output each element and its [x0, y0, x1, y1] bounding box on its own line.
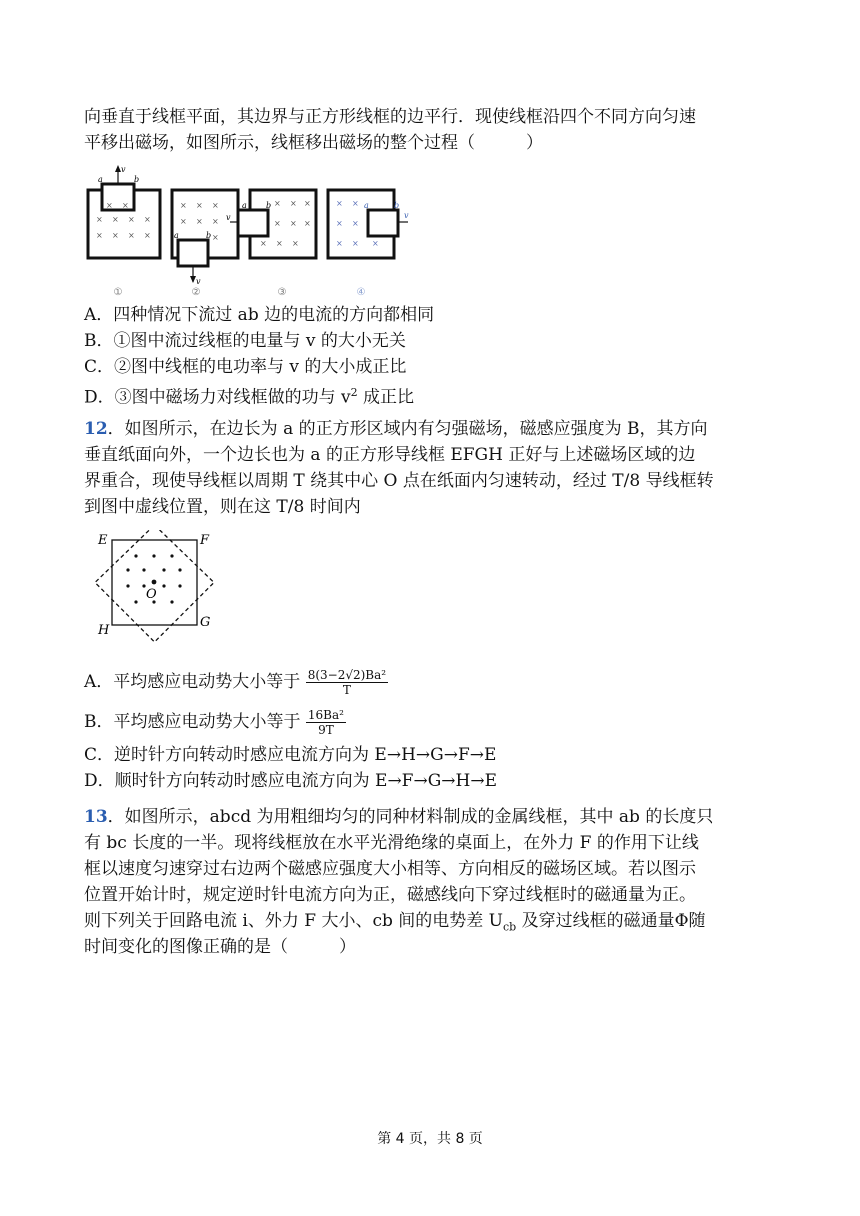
q12-option-a-fraction: [306, 668, 388, 697]
figure1-caption-4: ④: [356, 287, 366, 298]
svg-text:×: ×: [112, 215, 119, 224]
q12-option-b: [84, 704, 346, 740]
svg-text:×: ×: [180, 217, 187, 226]
q11-option-d-prefix: D．③图中磁场力对线框做的功与 v: [84, 387, 351, 408]
figure1-label-b1: b: [134, 175, 140, 184]
q12-label-g: G: [200, 615, 211, 630]
svg-text:×: ×: [336, 239, 343, 248]
svg-text:×: ×: [352, 199, 359, 208]
figure1-caption-2: ②: [191, 287, 201, 298]
svg-text:×: ×: [212, 201, 219, 210]
svg-text:×: ×: [180, 201, 187, 210]
svg-text:×: ×: [290, 219, 297, 228]
q12-stem: [84, 416, 804, 520]
q13-line-5-text: 则下列关于回路电流 i、外力 F 大小、cb 间的电势差 U: [84, 911, 503, 931]
figure1-caption-3: ③: [277, 287, 287, 298]
svg-text:×: ×: [352, 239, 359, 248]
svg-text:×: ×: [274, 199, 281, 208]
q11-stem: [84, 104, 804, 156]
q13-line-5-rest: 及穿过线框的磁通量Φ随: [516, 911, 706, 931]
figure1-label-a4: a: [364, 201, 369, 210]
q11-option-b: B．①图中流过线框的电量与 v 的大小无关: [84, 331, 406, 351]
figure1-label-b2: b: [206, 231, 212, 240]
q11-stem-line-2: 平移出磁场，如图所示，线框移出磁场的整个过程（ ）: [84, 133, 543, 153]
q11-option-d-suffix: 成正比: [357, 387, 415, 408]
svg-text:×: ×: [274, 219, 281, 228]
q13-line-2: 有 bc 长度的一半。现将线框放在水平光滑绝缘的桌面上，在外力 F 的作用下让线: [84, 833, 699, 853]
svg-text:×: ×: [352, 219, 359, 228]
svg-text:×: ×: [276, 239, 283, 248]
figure1-label-v4: v: [404, 211, 409, 220]
svg-text:×: ×: [144, 231, 151, 240]
svg-text:×: ×: [144, 215, 151, 224]
figure1-label-v2: v: [196, 277, 201, 286]
q12-option-a-denominator: T: [342, 683, 351, 697]
svg-text:×: ×: [106, 201, 113, 210]
q13-line-1: [84, 804, 804, 830]
q12-option-c: C．逆时针方向转动时感应电流方向为 E→H→G→F→E: [84, 745, 497, 765]
q12-option-d: D．顺时针方向转动时感应电流方向为 E→F→G→H→E: [84, 771, 498, 791]
svg-text:×: ×: [196, 201, 203, 210]
svg-text:×: ×: [304, 199, 311, 208]
q11-figure: [84, 160, 424, 300]
figure1-label-b3: b: [266, 201, 272, 210]
figure1-panel-2: [172, 190, 238, 298]
q11-option-c: C．②图中线框的电功率与 v 的大小成正比: [84, 357, 407, 377]
q12-label-h: H: [98, 623, 110, 638]
q12-option-b-text: B．平均感应电动势大小等于: [84, 712, 301, 732]
q12-option-b-numerator: 16Ba²: [307, 708, 344, 722]
q12-number: 12: [84, 419, 108, 439]
svg-text:×: ×: [212, 233, 219, 242]
q12-option-b-fraction: [306, 708, 346, 737]
q12-line-3: 界重合，现使导线框以周期 T 绕其中心 O 点在纸面内匀速转动，经过 T/8 导线框转: [84, 471, 714, 491]
q12-label-e: E: [98, 533, 108, 548]
page-footer: 第 4 页，共 8 页: [377, 1131, 483, 1147]
q11-option-a: A．四种情况下流过 ab 边的电流的方向都相同: [84, 305, 435, 325]
q13-line-5: [84, 908, 804, 934]
q11-option-d: [84, 380, 414, 411]
figure1-label-a2: a: [174, 231, 179, 240]
q12-figure: [92, 530, 222, 645]
q13-line-5-sub: cb: [502, 920, 517, 934]
svg-text:×: ×: [122, 201, 129, 210]
figure1-label-a3: a: [242, 201, 247, 210]
svg-text:×: ×: [336, 219, 343, 228]
figure1-panel-4: [328, 190, 409, 298]
svg-text:×: ×: [212, 217, 219, 226]
q12-option-a: [84, 662, 388, 702]
figure1-label-v1: v: [121, 165, 126, 174]
q13-number: 13: [84, 807, 108, 827]
q12-option-a-text: A．平均感应电动势大小等于: [84, 672, 301, 692]
q13-stem: [84, 804, 804, 960]
svg-text:×: ×: [304, 219, 311, 228]
svg-text:×: ×: [260, 239, 267, 248]
q13-line-1-text: ．如图所示，abcd 为用粗细均匀的同种材料制成的金属线框，其中 ab 的长度只: [107, 807, 714, 827]
svg-text:×: ×: [290, 199, 297, 208]
q12-line-1-text: ．如图所示，在边长为 a 的正方形区域内有匀强磁场，磁感应强度为 B，其方向: [107, 419, 708, 439]
q13-line-6: 时间变化的图像正确的是（ ）: [84, 937, 356, 957]
q11-stem-line-1: 向垂直于线框平面，其边界与正方形线框的边平行．现使线框沿四个不同方向匀速: [84, 107, 696, 127]
q13-line-3: 框以速度匀速穿过右边两个磁感应强度大小相等、方向相反的磁场区域。若以图示: [84, 859, 696, 879]
q12-option-a-numerator: 8(3−2√2)Ba²: [307, 668, 387, 682]
q12-line-4: 到图中虚线位置，则在这 T/8 时间内: [84, 497, 361, 517]
svg-text:×: ×: [372, 239, 379, 248]
q12-option-b-denominator: 9T: [318, 723, 334, 737]
figure1-label-v3: v: [226, 213, 231, 222]
q13-line-4: 位置开始计时，规定逆时针电流方向为正，磁感线向下穿过线框时的磁通量为正。: [84, 885, 696, 905]
svg-text:×: ×: [128, 231, 135, 240]
figure1-label-a1: a: [98, 175, 103, 184]
svg-text:×: ×: [96, 231, 103, 240]
q11-option-d-sup: 2: [350, 386, 358, 399]
q12-label-o: O: [146, 587, 157, 602]
figure1-panel-1: [88, 165, 160, 298]
figure1-caption-1: ①: [113, 287, 123, 298]
svg-text:×: ×: [196, 217, 203, 226]
q12-line-2: 垂直纸面向外，一个边长也为 a 的正方形导线框 EFGH 正好与上述磁场区域的边: [84, 445, 696, 465]
svg-text:×: ×: [96, 215, 103, 224]
figure1-label-b4: b: [394, 201, 400, 210]
svg-text:×: ×: [292, 239, 299, 248]
q12-label-f: F: [200, 533, 210, 548]
svg-text:×: ×: [128, 215, 135, 224]
svg-text:×: ×: [336, 199, 343, 208]
svg-text:×: ×: [112, 231, 119, 240]
q12-line-1: [84, 416, 804, 442]
